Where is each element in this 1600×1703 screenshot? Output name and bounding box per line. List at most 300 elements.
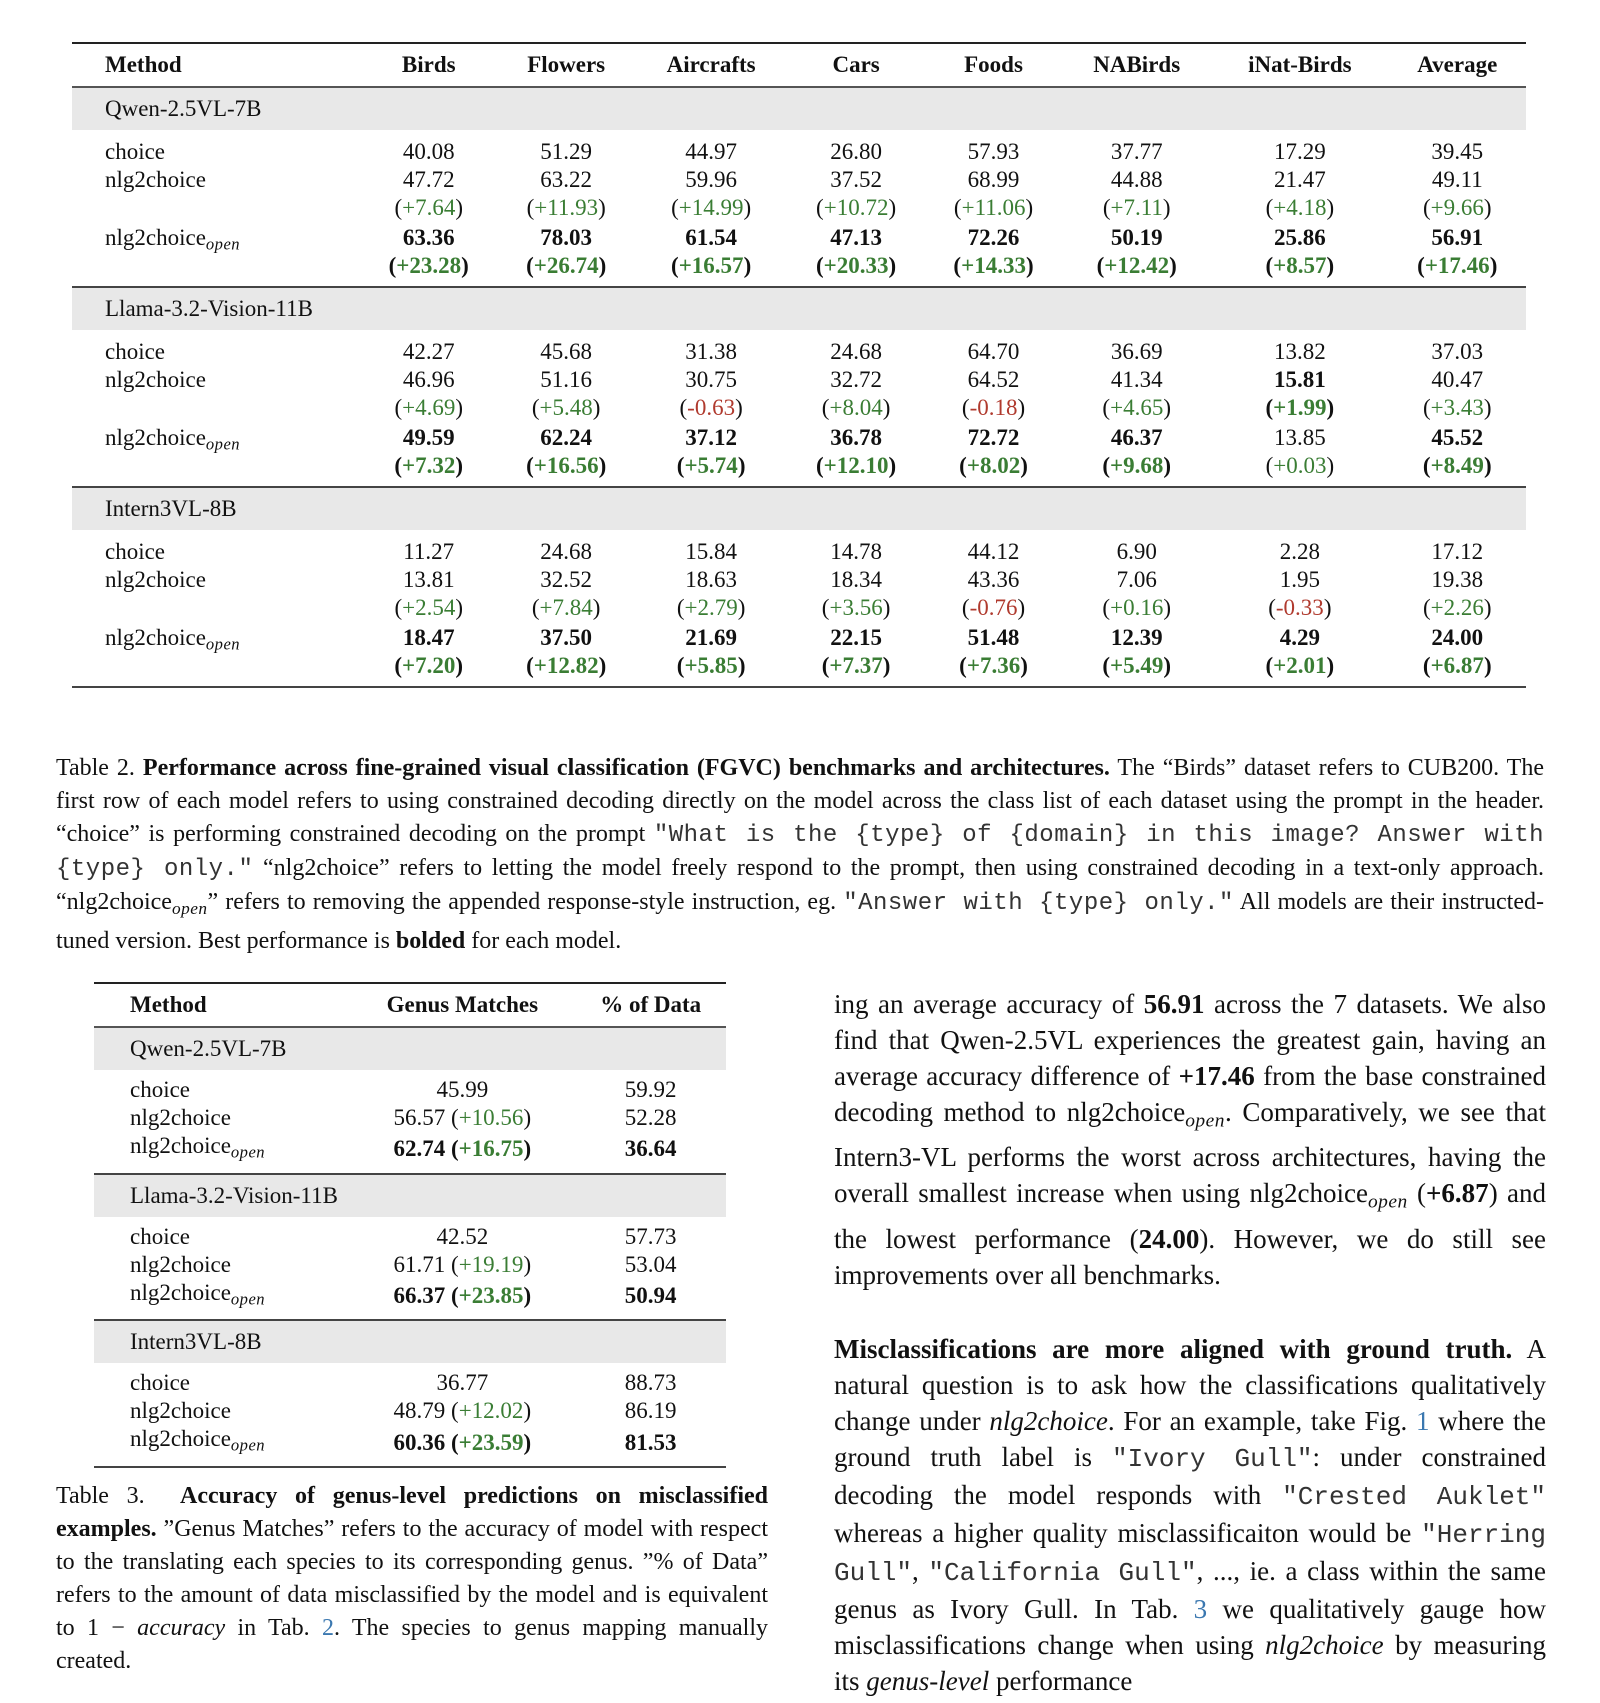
- model-name: Intern3VL-8B: [94, 1320, 726, 1363]
- code-label: "Crested Auklet": [1282, 1481, 1547, 1512]
- delta-number: +5.74: [684, 453, 738, 478]
- delta-value: (+2.79): [676, 595, 746, 620]
- delta-number: +7.36: [966, 653, 1021, 678]
- text: by measuring its: [834, 1629, 1546, 1696]
- method-cell: [72, 566, 360, 622]
- delta-number: +8.57: [1273, 253, 1327, 278]
- method-name: nlg2choice: [105, 567, 206, 592]
- delta-number: +2.54: [402, 595, 456, 620]
- pct-data-cell: 59.92: [624, 1077, 677, 1102]
- score-value: 18.34: [830, 567, 882, 592]
- caption-text: “nlg2choice” refers to letting the model freely respond to the prompt, then using constrained decoding in a text-only approach. “nlg2choice: [56, 855, 1545, 915]
- genus-matches-cell: [349, 1363, 575, 1397]
- code-label: "California Gull": [928, 1557, 1197, 1588]
- delta-number: +12.42: [1104, 253, 1170, 278]
- subscript-open: open: [230, 1142, 266, 1162]
- delta-number: +14.99: [678, 195, 744, 220]
- delta-value: (-0.76): [961, 595, 1026, 620]
- pct-data-cell: 88.73: [624, 1370, 677, 1396]
- value-cell: [635, 366, 787, 422]
- score-value: 32.52: [540, 567, 593, 592]
- caption-label: Table 2.: [56, 755, 135, 781]
- score-value: 44.97: [685, 139, 737, 164]
- table-row: [94, 1363, 726, 1397]
- method-name: nlg2choice: [130, 1279, 231, 1305]
- value-cell: [635, 422, 787, 487]
- delta-number: -0.33: [1275, 595, 1324, 620]
- score-value: 64.52: [967, 367, 1020, 392]
- score-value: 18.63: [685, 567, 737, 592]
- text: ) and the lowest performance (: [834, 1178, 1546, 1254]
- method-cell: [94, 1070, 349, 1104]
- value-cell: [1389, 130, 1526, 166]
- delta-number: -0.18: [969, 395, 1018, 420]
- delta-number: +8.49: [1430, 453, 1484, 478]
- table-row: [94, 1279, 726, 1321]
- value-cell: [1211, 422, 1388, 487]
- value-cell: [635, 622, 787, 687]
- delta-value: (+26.74): [526, 253, 607, 278]
- table-row: [94, 1104, 726, 1132]
- genus-matches-cell: [349, 1070, 575, 1104]
- value-cell: [1062, 222, 1211, 287]
- value-cell: [497, 166, 634, 222]
- delta-number: +6.87: [1430, 653, 1484, 678]
- score-value: 13.81: [402, 567, 455, 592]
- text: we qualitatively gauge how misclassifications change when using: [834, 1593, 1546, 1660]
- delta-number: +11.93: [534, 195, 599, 220]
- value-cell: [1062, 130, 1211, 166]
- table-3-reference-link[interactable]: 3: [1193, 1593, 1208, 1624]
- bold-value: +6.87: [1426, 1178, 1489, 1209]
- delta-value: (+7.37): [821, 653, 891, 678]
- genus-value: 36.77: [436, 1370, 489, 1396]
- pct-data-cell: 53.04: [624, 1251, 677, 1277]
- model-group-header: [94, 1027, 726, 1070]
- col-header-foods: Foods: [964, 52, 1023, 77]
- col-header-genus-matches: Genus Matches: [386, 992, 539, 1017]
- method-name: nlg2choice: [105, 225, 206, 250]
- delta-value: (+9.66): [1422, 195, 1492, 220]
- model-group: [94, 1174, 726, 1321]
- delta-number: +5.85: [684, 653, 738, 678]
- model-group: [94, 1027, 726, 1174]
- caption-bold-word: bolded: [395, 927, 466, 954]
- score-value: 17.29: [1273, 139, 1326, 164]
- col-header-inat-birds: iNat-Birds: [1248, 52, 1352, 77]
- caption-title: Accuracy of genus-level predictions on misclassified examples.: [56, 1483, 769, 1542]
- method-name: choice: [105, 539, 166, 564]
- model-name: Intern3VL-8B: [72, 487, 1526, 530]
- paragraph-heading: Misclassifications are more aligned with ground truth.: [834, 1333, 1513, 1364]
- value-cell: [1389, 166, 1526, 222]
- col-header-nabirds: NABirds: [1093, 52, 1181, 77]
- delta-number: +7.20: [402, 653, 456, 678]
- text: , ..., ie. a class within the same genus as Ivory Gull. In Tab.: [834, 1555, 1547, 1624]
- delta-number: +16.75: [458, 1136, 524, 1162]
- score-value: 42.27: [402, 339, 455, 364]
- score-value: 41.34: [1110, 367, 1163, 392]
- table-row: [72, 530, 1526, 566]
- score-value: 18.47: [402, 625, 455, 650]
- text: ). However, we do still see improvements over all benchmarks.: [834, 1223, 1546, 1290]
- delta-value: (+9.68): [1102, 453, 1172, 478]
- score-value: 13.85: [1273, 425, 1326, 450]
- value-cell: [1211, 530, 1388, 566]
- bold-value: +17.46: [1178, 1061, 1255, 1091]
- value-cell: [925, 330, 1062, 366]
- value-cell: [1389, 566, 1526, 622]
- delta-value: (+0.16): [1102, 595, 1171, 620]
- score-value: 50.19: [1110, 225, 1163, 250]
- score-value: 12.39: [1110, 625, 1163, 650]
- table-2-reference-link[interactable]: 2: [321, 1615, 334, 1641]
- pct-data-cell: 81.53: [624, 1429, 677, 1455]
- score-value: 6.90: [1116, 539, 1157, 564]
- instruction-code: "Answer with {type} only.": [843, 890, 1234, 917]
- method-cell: [72, 166, 360, 222]
- score-value: 21.69: [685, 625, 737, 650]
- value-cell: [1062, 166, 1211, 222]
- value-cell: [1389, 330, 1526, 366]
- score-value: 49.59: [402, 425, 455, 450]
- text: from the base constrained decoding method to nlg2choice: [834, 1061, 1546, 1127]
- table-row: [94, 1397, 726, 1425]
- method-cell: [94, 1251, 349, 1279]
- score-value: 11.27: [403, 539, 455, 564]
- delta-number: +20.33: [823, 253, 889, 278]
- score-value: 72.26: [967, 225, 1020, 250]
- delta-number: +7.32: [402, 453, 456, 478]
- score-value: 47.72: [402, 167, 455, 192]
- text: : under constrained decoding the model responds with: [834, 1441, 1546, 1510]
- pct-data-cell: 50.94: [624, 1282, 677, 1308]
- score-value: 43.36: [967, 567, 1020, 592]
- delta-number: +7.37: [829, 653, 883, 678]
- score-value: 7.06: [1116, 567, 1157, 592]
- subscript-open: open: [1185, 1110, 1225, 1132]
- delta-number: +11.06: [961, 195, 1026, 220]
- value-cell: [925, 166, 1062, 222]
- text: across the 7 datasets. We also find that Qwen-2.5VL experiences the greatest gain, having an average accuracy difference of: [834, 989, 1546, 1091]
- score-value: 39.45: [1431, 139, 1484, 164]
- value-cell: [1211, 566, 1388, 622]
- genus-matches-cell: 48.79 (+12.02): [393, 1398, 532, 1424]
- genus-value: 56.57: [393, 1105, 446, 1130]
- method-name: nlg2choice: [130, 1251, 231, 1277]
- delta-value: (+7.20): [394, 653, 464, 678]
- delta-number: +2.79: [684, 595, 738, 620]
- score-value: 15.81: [1273, 367, 1326, 392]
- score-value: 59.96: [685, 167, 737, 192]
- delta-value: (+1.99): [1265, 395, 1335, 420]
- method-name: nlg2choice: [105, 625, 206, 650]
- value-cell: [497, 422, 634, 487]
- score-value: 37.50: [540, 625, 593, 650]
- score-value: 57.93: [967, 139, 1020, 164]
- score-value: 37.52: [830, 167, 882, 192]
- method-cell: [72, 622, 360, 687]
- value-cell: [925, 622, 1062, 687]
- delta-value: (+16.56): [526, 453, 607, 478]
- table-row: [94, 1217, 726, 1251]
- value-cell: [925, 222, 1062, 287]
- delta-number: +2.01: [1273, 653, 1327, 678]
- value-cell: [1211, 330, 1388, 366]
- table-2-header-row: [72, 43, 1526, 87]
- col-header-average: Average: [1417, 52, 1498, 77]
- table-3-genus-accuracy: [94, 982, 726, 1468]
- table-row: [94, 1425, 726, 1467]
- value-cell: [1062, 330, 1211, 366]
- text: ,: [912, 1555, 929, 1586]
- delta-value: (+11.93): [526, 195, 606, 220]
- delta-number: +4.18: [1273, 195, 1327, 220]
- delta-value: (+14.99): [671, 195, 752, 220]
- delta-value: (+12.42): [1096, 253, 1177, 278]
- caption-title: Performance across fine-grained visual classification (FGVC) benchmarks and architectures.: [142, 755, 1110, 781]
- delta-value: (+4.18): [1265, 195, 1335, 220]
- delta-value: (+3.43): [1422, 395, 1492, 420]
- delta-number: +23.59: [458, 1429, 524, 1455]
- method-cell: [94, 1104, 349, 1132]
- delta-number: -0.63: [687, 395, 736, 420]
- delta-value: (+8.57): [1265, 253, 1335, 278]
- value-cell: [360, 366, 497, 422]
- genus-value: 48.79: [393, 1398, 446, 1424]
- value-cell: [360, 622, 497, 687]
- model-name: Llama-3.2-Vision-11B: [72, 287, 1526, 330]
- caption-label: Table 3.: [56, 1483, 145, 1509]
- score-value: 51.29: [540, 139, 593, 164]
- value-cell: [925, 530, 1062, 566]
- score-value: 56.91: [1431, 225, 1484, 250]
- genus-value: 66.37: [393, 1282, 446, 1308]
- score-value: 30.75: [685, 367, 737, 392]
- delta-number: +12.10: [823, 453, 889, 478]
- genus-value: 60.36: [393, 1429, 446, 1455]
- value-cell: [635, 566, 787, 622]
- col-header-cars: Cars: [832, 52, 880, 77]
- table-row: [94, 1251, 726, 1279]
- score-value: 25.86: [1273, 225, 1326, 250]
- score-value: 24.68: [830, 339, 882, 364]
- method-name: nlg2choice: [130, 1133, 231, 1158]
- genus-value: 45.99: [436, 1077, 489, 1102]
- score-value: 61.54: [685, 225, 737, 250]
- text: (: [1407, 1178, 1427, 1209]
- col-header-flowers: Flowers: [527, 52, 606, 77]
- delta-number: +9.68: [1110, 453, 1164, 478]
- value-cell: [497, 530, 634, 566]
- delta-number: +8.02: [966, 453, 1021, 478]
- method-name: nlg2choice: [105, 167, 206, 192]
- text: A natural question is to ask how the classifications qualitatively change under: [834, 1333, 1546, 1436]
- score-value: 37.03: [1431, 339, 1484, 364]
- delta-value: (+16.57): [671, 253, 752, 278]
- value-cell: [787, 622, 924, 687]
- method-cell: [94, 1425, 349, 1467]
- value-cell: [497, 222, 634, 287]
- pct-data-cell: 52.28: [624, 1105, 677, 1130]
- value-cell: [360, 222, 497, 287]
- figure-1-reference-link[interactable]: 1: [1416, 1405, 1430, 1436]
- model-group-header: [72, 87, 1526, 130]
- delta-value: (+3.56): [821, 595, 891, 620]
- delta-number: +12.02: [458, 1398, 524, 1424]
- italic-term: nlg2choice: [989, 1405, 1108, 1436]
- score-value: 14.78: [830, 539, 882, 564]
- delta-value: (+2.54): [394, 595, 464, 620]
- method-cell: [94, 1397, 349, 1425]
- value-cell: [497, 130, 634, 166]
- col-header-aircrafts: Aircrafts: [666, 52, 756, 77]
- pct-data-cell: 36.64: [624, 1136, 677, 1162]
- genus-matches-cell: 56.57 (+10.56): [393, 1105, 532, 1130]
- delta-value: (+7.84): [531, 595, 601, 620]
- score-value: 78.03: [540, 225, 593, 250]
- score-value: 32.72: [830, 367, 882, 392]
- delta-value: (+12.82): [526, 653, 607, 678]
- text: . For an example, take Fig.: [1107, 1405, 1417, 1436]
- score-value: 24.68: [540, 539, 593, 564]
- value-cell: [360, 130, 497, 166]
- delta-number: +23.28: [396, 253, 462, 278]
- caption-text: in Tab.: [225, 1615, 322, 1641]
- score-value: 24.00: [1431, 625, 1484, 650]
- score-value: 62.24: [540, 425, 593, 450]
- value-cell: [497, 366, 634, 422]
- score-value: 63.22: [540, 167, 593, 192]
- value-cell: [360, 422, 497, 487]
- score-value: 45.68: [540, 339, 593, 364]
- delta-value: (+8.04): [821, 395, 891, 420]
- table-3-caption: [56, 1480, 768, 1678]
- text: performance: [989, 1665, 1133, 1696]
- model-group-header: [72, 487, 1526, 530]
- score-value: 31.38: [685, 339, 737, 364]
- value-cell: [1211, 130, 1388, 166]
- table-row: [72, 566, 1526, 622]
- score-value: 40.08: [402, 139, 455, 164]
- method-name: choice: [130, 1223, 191, 1249]
- subscript-open: open: [230, 1289, 266, 1309]
- code-label: "Ivory Gull": [1112, 1443, 1313, 1474]
- model-group-header: [94, 1174, 726, 1217]
- prompt-code: "What is the {type} of {domain} in this image? Answer with {type} only.": [56, 822, 1544, 883]
- value-cell: [787, 222, 924, 287]
- delta-value: (+4.65): [1102, 395, 1171, 420]
- value-cell: [925, 566, 1062, 622]
- value-cell: [787, 130, 924, 166]
- score-value: 17.12: [1431, 539, 1484, 564]
- genus-matches-cell: 62.74 (+16.75): [393, 1136, 532, 1162]
- score-value: 22.15: [830, 625, 882, 650]
- subscript-open: open: [171, 898, 208, 918]
- subscript-open: open: [1367, 1191, 1408, 1213]
- delta-value: (+8.49): [1422, 453, 1492, 478]
- delta-value: (+14.33): [953, 253, 1034, 278]
- method-name: nlg2choice: [105, 367, 206, 392]
- method-name: nlg2choice: [130, 1105, 231, 1130]
- score-value: 46.96: [402, 367, 455, 392]
- score-value: 26.80: [830, 139, 882, 164]
- table-row: [72, 422, 1526, 487]
- subscript-open: open: [205, 234, 241, 254]
- delta-value: (-0.33): [1268, 595, 1332, 620]
- genus-matches-cell: 66.37 (+23.85): [393, 1282, 532, 1308]
- value-cell: [1062, 366, 1211, 422]
- method-cell: [94, 1279, 349, 1321]
- method-cell: [72, 366, 360, 422]
- model-group-header: [72, 287, 1526, 330]
- method-cell: [72, 222, 360, 287]
- subscript-open: open: [205, 634, 241, 654]
- score-value: 44.88: [1110, 167, 1163, 192]
- value-cell: [787, 166, 924, 222]
- method-cell: [72, 130, 360, 166]
- caption-text: . The species to genus mapping manually created.: [56, 1615, 769, 1674]
- value-cell: [1062, 622, 1211, 687]
- method-cell: [72, 422, 360, 487]
- delta-value: (+5.48): [531, 395, 601, 420]
- value-cell: [360, 166, 497, 222]
- delta-value: (-0.63): [679, 395, 743, 420]
- value-cell: [635, 530, 787, 566]
- value-cell: [787, 330, 924, 366]
- body-text-column: [834, 986, 1546, 1699]
- score-value: 1.95: [1279, 567, 1320, 592]
- method-cell: [72, 330, 360, 366]
- paragraph-results: [834, 986, 1546, 1293]
- table-row: [72, 622, 1526, 687]
- method-name: nlg2choice: [130, 1426, 231, 1452]
- delta-number: +12.82: [533, 653, 599, 678]
- value-cell: [1389, 422, 1526, 487]
- delta-number: +2.26: [1430, 595, 1484, 620]
- delta-number: +10.56: [458, 1105, 524, 1130]
- delta-number: +3.56: [829, 595, 883, 620]
- score-value: 51.16: [540, 367, 593, 392]
- score-value: 44.12: [967, 539, 1020, 564]
- table-row: [72, 222, 1526, 287]
- value-cell: [1389, 530, 1526, 566]
- model-group: [72, 287, 1526, 487]
- paragraph-misclassifications: [834, 1331, 1546, 1699]
- delta-number: +14.33: [961, 253, 1026, 278]
- delta-number: +4.69: [402, 395, 456, 420]
- genus-value: 61.71: [393, 1251, 446, 1277]
- text: whereas a higher quality misclassificaiton would be: [834, 1517, 1422, 1548]
- score-value: 15.84: [685, 539, 737, 564]
- score-value: 68.99: [967, 167, 1020, 192]
- method-cell: [94, 1217, 349, 1251]
- value-cell: [1062, 566, 1211, 622]
- col-header-method: Method: [105, 52, 182, 77]
- score-value: 40.47: [1431, 367, 1484, 392]
- code-label: "Herring Gull": [834, 1519, 1546, 1588]
- delta-value: (-0.18): [961, 395, 1026, 420]
- value-cell: [635, 330, 787, 366]
- italic-term: genus-level: [866, 1665, 990, 1696]
- delta-value: (+10.72): [816, 195, 897, 220]
- score-value: 45.52: [1431, 425, 1484, 450]
- method-name: nlg2choice: [130, 1398, 231, 1424]
- method-cell: [94, 1363, 349, 1397]
- delta-value: (+7.32): [394, 453, 464, 478]
- method-name: choice: [130, 1370, 191, 1396]
- delta-number: +26.74: [533, 253, 599, 278]
